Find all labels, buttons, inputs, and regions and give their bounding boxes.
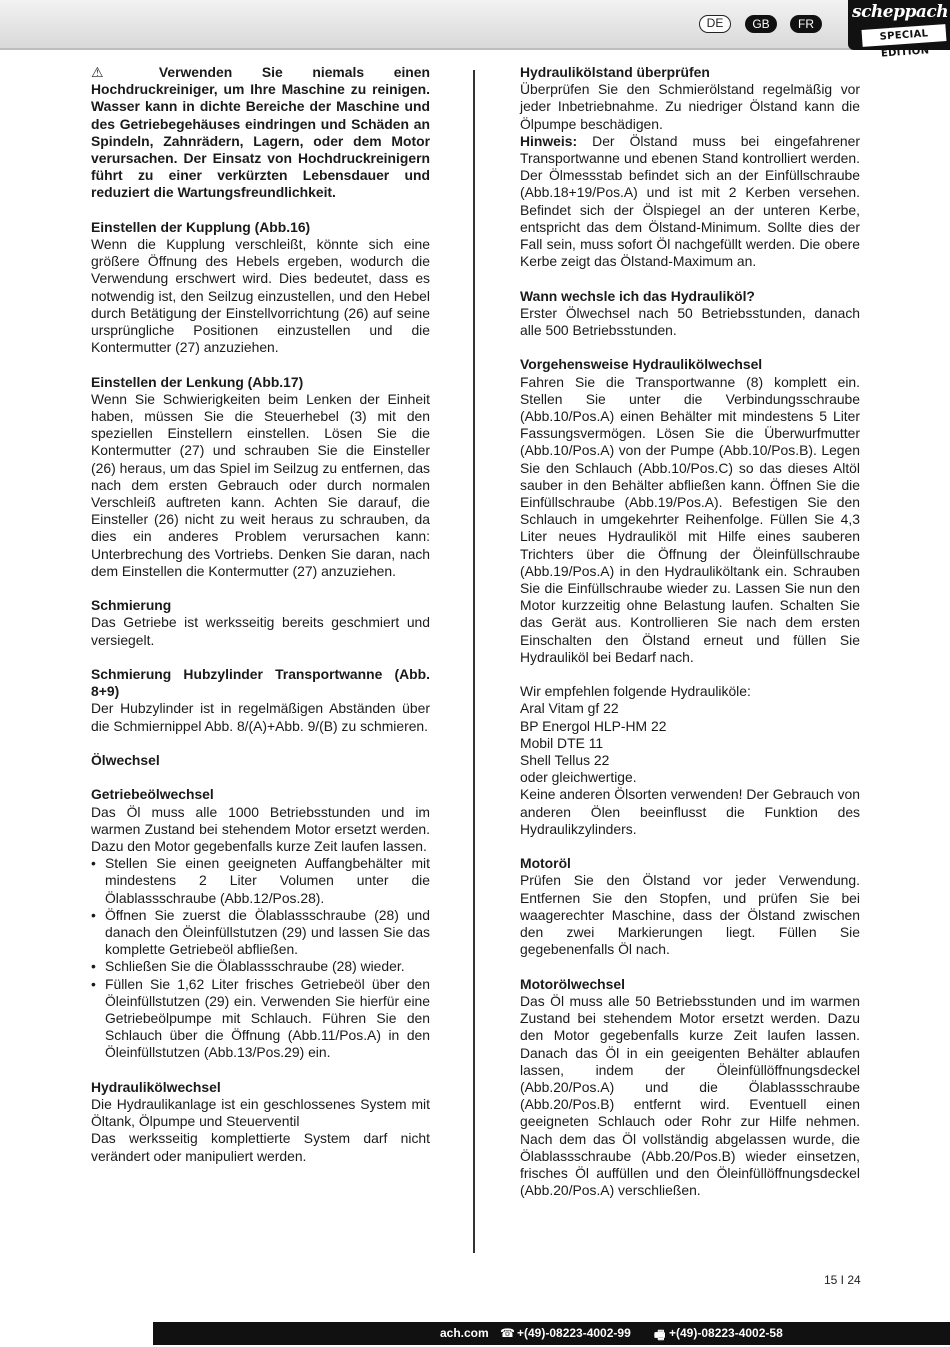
brand-logo <box>848 0 950 60</box>
section-text-hubzylinder: Der Hubzylinder ist in regelmäßigen Abständen über die Schmiernippel Abb. 8/(A)+Abb. 9/(B) zu schmieren. <box>91 700 430 734</box>
language-de-button[interactable]: DE <box>699 15 731 33</box>
section-text-kupplung: Wenn die Kupplung verschleißt, könnte sich eine größere Öffnung des Hebels ergeben, wodurch die Verwendung erschwert wird. Dies bedeutet, dass es notwendig ist, den Seilzug einzustellen, und den Hebel durch Betätigung der Einstellvorrichtung (26) auf seine ursprüngliche Positionen einzustellen und die Kontermutter (27) anzuziehen. <box>91 236 430 356</box>
hinweis-text: Der Ölstand muss bei eingefahrener Transportwanne und ebenen Stand kontrolliert werden. Der Ölmessstab befindet sich an der Einfüllschraube (Abb.18+19/Pos.A) und ist mit 2 Kerben versehen. Befindet sich der Ölspiegel an der unteren Kerbe, entspricht das dem Ölstand-Minimum. Sollte dies der Fall sein, muss sofort Öl nachgefüllt werden. Die obere Kerbe zeigt das Ölstand-Maximum an. <box>520 132 860 270</box>
footer-website[interactable]: ach.com <box>440 1326 489 1340</box>
section-text-hydraulikoelwechsel-1: Die Hydraulikanlage ist ein geschlossenes System mit Öltank, Ölpumpe und Steuerventil <box>91 1096 430 1130</box>
section-title-oelstand: Hydraulikölstand überprüfen <box>520 64 710 80</box>
logo-name: scheppach <box>852 2 949 22</box>
section-title-wann: Wann wechsle ich das Hydrauliköl? <box>520 287 755 304</box>
warning-text: Verwenden Sie niemals einen Hochdruckreiniger, um Ihre Maschine zu reinigen. Wasser kann in dichte Bereiche der Maschine und des Getriebegehäuses eindringen und Schäden an Spindeln, Zahnrädern, Lagern, oder dem Motor verursachen. Der Einsatz von Hochdruckreinigern führt zu einer verkürzten Lebensdauer und reduziert die Wartungsfreundlichkeit. <box>91 64 430 201</box>
list-item: Aral Vitam gf 22 <box>520 700 619 717</box>
hinweis-paragraph <box>520 133 860 271</box>
section-title-schmierung: Schmierung <box>91 597 172 614</box>
list-item: • Öffnen Sie zuerst die Ölablassschraube (28) und danach den Öleinfüllstutzen (29) und lassen Sie das komplette Getriebeöl abfließen. <box>91 907 430 959</box>
empfehlung-note: Keine anderen Ölsorten verwenden! Der Gebrauch von anderen Ölen beeinflusst die Funktion des Hydraulikzylinders. <box>520 786 860 837</box>
list-item: Shell Tellus 22 <box>520 752 610 769</box>
language-gb-button[interactable]: GB <box>745 15 777 33</box>
phone-icon: ☎ <box>500 1326 515 1340</box>
section-text-motoroelwechsel: Das Öl muss alle 50 Betriebsstunden und im warmen Zustand bei stehendem Motor ersetzt werden. Dazu den Motor gegebenfalls kurze Zeit laufen lassen. Danach das Öl in ein geeigenten Behälter ablaufen lassen, indem der Öleinfüllöffnungsdeckel (Abb.20/Pos.A) und die Ölablassschraube (Abb.20/Pos.B) entfernt wird. Eventuell einen geeigneten Schlauch oder Rohr zur Hilfe nehmen. Nach dem das Öl vollständig abgelassen wurde, die Ölablassschraube (Abb.20/Pos.B) wieder einsetzen, frisches Öl auffüllen und den Öleinfüllöffnungsdeckel (Abb.20/Pos.A) verschließen. <box>520 992 860 1199</box>
warning-icon: ⚠ <box>91 64 130 80</box>
warning-paragraph <box>91 64 430 202</box>
right-column <box>520 64 860 1217</box>
list-item: • Stellen Sie einen geeigneten Auffangbehälter mit mindestens 2 Liter Volumen unter die Ölablassschraube (Abb.12/Pos.28). <box>91 855 430 907</box>
section-text-lenkung: Wenn Sie Schwierigkeiten beim Lenken der Einheit haben, müssen Sie die Steuerhebel (3) mit den speziellen Einstellern einstellen. Lösen Sie die Kontermutter (27) und schrauben Sie die Einsteller (26) heraus, um das Spiel im Seilzug zu entfernen, das nach dem ersten Gebrauch oder durch normalen Verschleiß auftreten kann. Achten Sie darauf, die Einsteller (26) nicht zu weit heraus zu schrauben, da dies ein anderes Problem verursachen kann: Unterbrechung des Vortriebs. Denken Sie daran, nach dem Einstellen die Kontermutter (27) anzuziehen. <box>91 390 430 579</box>
section-text-hydraulikoelwechsel-2: Das werksseitig komplettierte System darf nicht verändert oder manipuliert werden. <box>91 1130 430 1164</box>
page-number: 15 I 24 <box>824 1273 861 1287</box>
list-item: • Füllen Sie 1,62 Liter frisches Getriebeöl über den Öleinfüllstutzen (29) ein. Verwenden Sie hierfür eine Getriebeölpumpe mit Schlauch. Führen Sie den Schlauch über die Öffnung (Abb.11/Pos.A) in den Öleinfüllstutzen (Abb.13/Pos.29) ein. <box>91 976 430 1062</box>
left-column <box>91 64 430 1165</box>
getriebe-steps-list <box>91 855 430 1061</box>
list-item: Mobil DTE 11 <box>520 734 604 751</box>
section-title-oelwechsel: Ölwechsel <box>91 752 160 769</box>
section-title-vorgehensweise: Vorgehensweise Hydraulikölwechsel <box>520 356 763 373</box>
section-title-kupplung: Einstellen der Kupplung (Abb.16) <box>91 218 311 235</box>
column-divider <box>473 70 475 1253</box>
footer-fax: +(49)-08223-4002-58 <box>669 1326 783 1340</box>
footer-phone: +(49)-08223-4002-99 <box>517 1326 631 1340</box>
hinweis-label: Hinweis: <box>520 132 578 149</box>
section-text-wann: Erster Ölwechsel nach 50 Betriebsstunden, danach alle 500 Betriebsstunden. <box>520 304 860 339</box>
empfehlung-intro: Wir empfehlen folgende Hydrauliköle: <box>520 683 751 700</box>
footer-blank <box>0 1322 153 1345</box>
section-text-oelstand: Überprüfen Sie den Schmierölstand regelmäßig vor jeder Inbetriebnahme. Zu niedriger Ölstand kann die Ölpumpe beschädigen. <box>520 81 860 132</box>
language-fr-button[interactable]: FR <box>790 15 822 33</box>
oil-list <box>520 700 860 786</box>
section-text-schmierung: Das Getriebe ist werksseitig bereits geschmiert und versiegelt. <box>91 614 430 648</box>
section-title-motoroel: Motoröl <box>520 855 571 872</box>
fax-icon: 🖷 <box>654 1328 666 1342</box>
logo-subtitle: SPECIAL EDITION <box>862 24 947 47</box>
section-title-hydraulikoelwechsel: Hydraulikölwechsel <box>91 1078 221 1095</box>
header-bar <box>0 0 950 60</box>
section-title-getriebeoelwechsel: Getriebeölwechsel <box>91 786 214 803</box>
section-text-vorgehensweise: Fahren Sie die Transportwanne (8) komplett ein. Stellen Sie unter die Verbindungsschraube (Abb.10/Pos.A) einen Behälter mit mindestens 5 Liter Fassungsvermögen. Lösen Sie die Überwurfmutter (Abb.10/Pos.A) von der Pumpe (Abb.10/Pos.B). Legen Sie den Schlauch (Abb.10/Pos.C) so das dieses Altöl sauber in den Behälter abfließen kann. Öffnen Sie die Einfüllschraube (Abb.19/Pos.A). Befestigen Sie den Schlauch in umgekehrter Reihenfolge. Füllen Sie 4,3 Liter neues Hydrauliköl mit Hilfe eines sauberen Trichters über die Öffnung der Öleinfüllschraube (Abb.19/Pos.A) in den Hydrauliköltank ein. Schrauben Sie die Einfüllschraube wieder zu. Lassen Sie nun den Motor kurzzeitig ohne Belastung laufen. Schalten Sie das Gerät aus. Kontrollieren Sie nach dem ersten Einschalten den Ölstand erneut und füllen Sie Hydrauliköl bei Bedarf nach. <box>520 373 860 665</box>
section-title-hubzylinder: Schmierung Hubzylinder Transportwanne (Abb. 8+9) <box>91 666 430 700</box>
list-item: BP Energol HLP-HM 22 <box>520 717 667 734</box>
section-title-lenkung: Einstellen der Lenkung (Abb.17) <box>91 373 304 390</box>
list-item: • Schließen Sie die Ölablassschraube (28) wieder. <box>91 958 430 975</box>
section-text-getriebeoelwechsel: Das Öl muss alle 1000 Betriebsstunden und im warmen Zustand bei stehendem Motor ersetzt werden. Dazu den Motor gegebenfalls kurze Zeit laufen lassen. <box>91 803 430 855</box>
footer-bar <box>0 1322 950 1345</box>
section-title-motoroelwechsel: Motorölwechsel <box>520 975 625 992</box>
list-item: oder gleichwertige. <box>520 769 637 786</box>
section-text-motoroel: Prüfen Sie den Ölstand vor jeder Verwendung. Entfernen Sie den Stopfen, und prüfen Sie bei waagerechter Maschine, dass der Ölstand zwischen den zwei Markierungen liegt. Füllen Sie gegebenenfalls Öl nach. <box>520 872 860 958</box>
